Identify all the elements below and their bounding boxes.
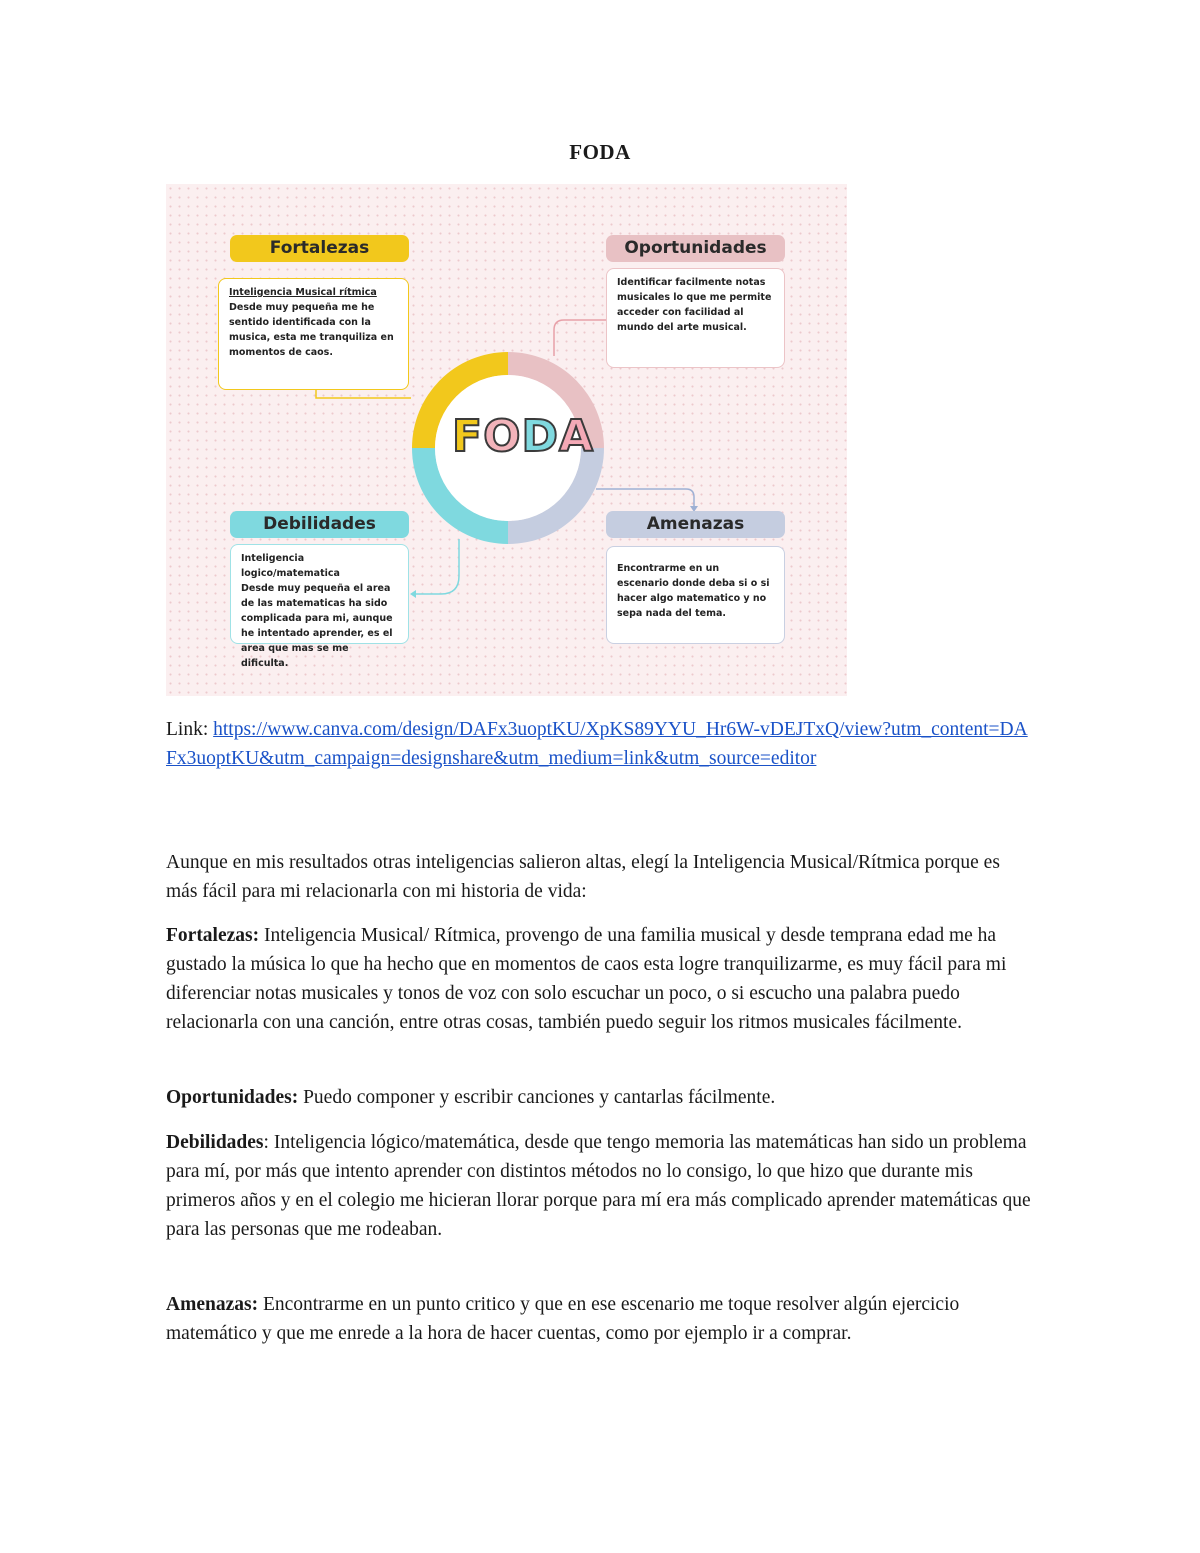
fortalezas-box (218, 278, 409, 390)
page-title: FODA (569, 140, 631, 164)
oportunidades-text: Puedo componer y escribir canciones y cantarlas fácilmente. (298, 1087, 776, 1108)
fortalezas-pill: Fortalezas (230, 235, 409, 262)
oportunidades-box (606, 268, 785, 368)
center-letter-o: O (483, 411, 522, 462)
oportunidades-label: Oportunidades: (166, 1087, 299, 1108)
connector-debilidades (412, 539, 459, 594)
canva-link[interactable]: https://www.canva.com/design/DAFx3uoptKU/XpKS89YYU_Hr6W-vDEJTxQ/view?utm_content=DAFx3uoptKU&utm_campaign=designshare&utm_medium=link&utm_source=editor (166, 719, 1028, 769)
amenazas-text: Encontrarme en un punto critico y que en ese escenario me toque resolver algún ejercicio matemático y que me enrede a la hora de hacer cuentas, como por ejemplo ir a comprar. (166, 1294, 960, 1344)
link-label: Link: (166, 719, 214, 740)
amenazas-pill: Amenazas (606, 511, 785, 538)
fortalezas-box-heading: Inteligencia Musical rítmica (229, 287, 377, 298)
debilidades-box (230, 544, 409, 669)
oportunidades-pill: Oportunidades (606, 235, 785, 262)
intro-paragraph: Aunque en mis resultados otras inteligencias salieron altas, elegí la Inteligencia Musical/Rítmica porque es más fácil para mi relacionarla con mi historia de vida: (166, 852, 1000, 902)
center-letter-d: D (521, 411, 559, 462)
arrow-debilidades (410, 590, 416, 598)
fortalezas-box-body: Desde muy pequeña me he sentido identificada con la musica, esta me tranquiliza en momentos de caos. (229, 302, 394, 358)
debilidades-box-heading: Inteligencia logico/matematica (241, 553, 340, 579)
link-paragraph (166, 715, 1036, 773)
debilidades-box-body: Desde muy pequeña el area de las matematicas ha sido complicada para mi, aunque he intentado aprender, es el area que mas se me dificulta. (241, 583, 393, 669)
center-letter-f: F (452, 411, 484, 462)
center-letter-a: A (559, 411, 595, 462)
connector-amenazas (596, 489, 694, 510)
amenazas-box (606, 546, 785, 644)
amenazas-box-body: Encontrarme en un escenario donde deba si o si hacer algo matematico y no sepa nada del tema. (617, 563, 770, 619)
fortalezas-paragraph (166, 921, 1036, 1037)
fortalezas-label: Fortalezas: (166, 925, 260, 946)
oportunidades-paragraph (166, 1083, 1036, 1112)
amenazas-paragraph (166, 1290, 1036, 1348)
fortalezas-text: Inteligencia Musical/ Rítmica, provengo de una familia musical y desde temprana edad me ha gustado la música lo que ha hecho que en momentos de caos esta logre tranquilizarme, es muy fácil para mi diferenciar notas musicales y tonos de voz con solo escuchar un poco, o si escucho una palabra puedo relacionarla con una canción, entre otras cosas, también puedo seguir los ritmos musicales fácilmente. (166, 925, 1007, 1033)
debilidades-paragraph (166, 1128, 1036, 1244)
oportunidades-box-body: Identificar facilmente notas musicales lo que me permite acceder con facilidad al mundo del arte musical. (617, 277, 772, 333)
connector-fortalezas (316, 390, 411, 398)
foda-center-word (452, 411, 595, 462)
connector-oportunidades (554, 320, 606, 356)
debilidades-label: Debilidades (166, 1132, 264, 1153)
debilidades-text: : Inteligencia lógico/matemática, desde que tengo memoria las matemáticas han sido un problema para mí, por más que intento aprender con distintos métodos no lo consigo, lo que hizo que durante mis primeros años y en el colegio me hicieran llorar porque para mí era más complicado aprender matemáticas que para las personas que me rodeaban. (166, 1132, 1031, 1240)
amenazas-label: Amenazas: (166, 1294, 259, 1315)
debilidades-pill: Debilidades (230, 511, 409, 538)
foda-infographic (166, 184, 847, 696)
